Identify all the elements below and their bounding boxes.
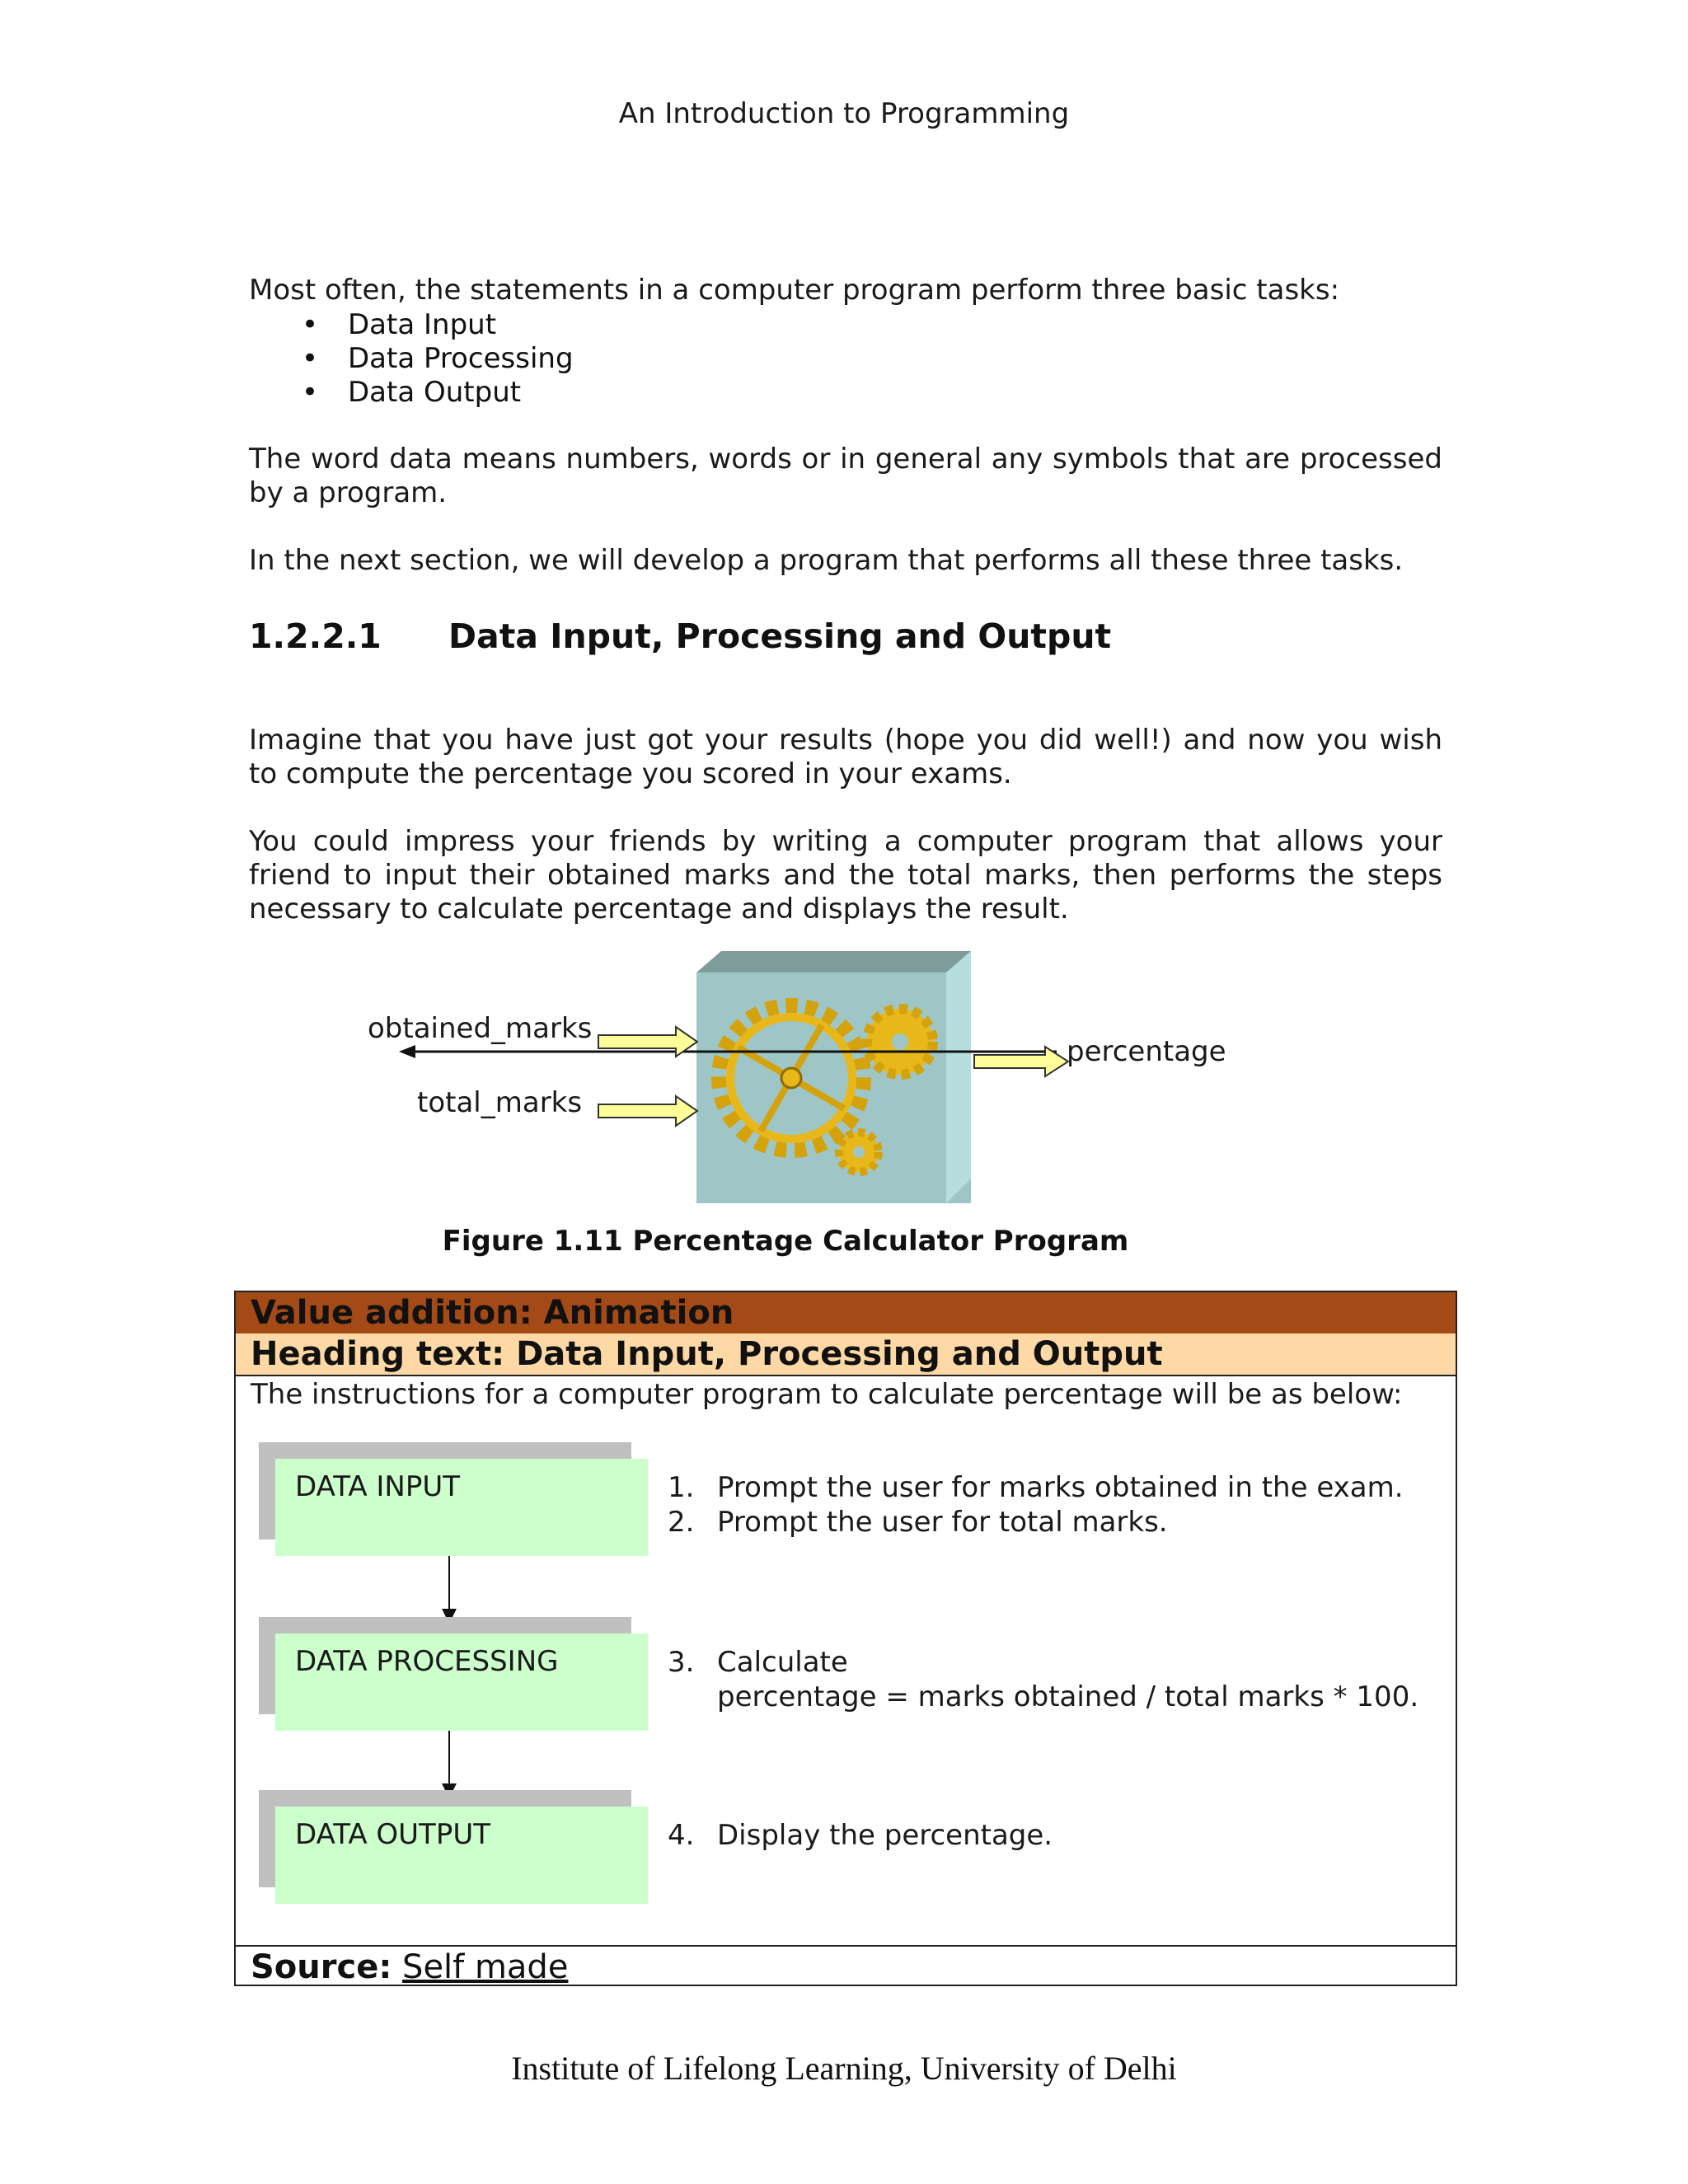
imagine-paragraph: Imagine that you have just got your results (hope you did well!) and now you wish to compute the percentage you scored in your exams. <box>249 724 1442 790</box>
list-item: 3. Calculate <box>668 1646 848 1679</box>
step-data-input: DATA INPUT <box>275 1459 648 1556</box>
input-label-obtained-marks: obtained_marks <box>368 1012 593 1045</box>
list-item: • Data Processing <box>302 342 574 375</box>
output-instructions <box>668 1818 1053 1853</box>
list-item: 1. Prompt the user for marks obtained in the exam. <box>668 1471 1404 1504</box>
list-item: percentage = marks obtained / total marks * 100. <box>717 1680 1419 1713</box>
calculator-figure <box>0 940 1688 1220</box>
data-definition-paragraph: The word data means numbers, words or in general any symbols that are processed by a program. <box>249 443 1442 509</box>
cube-side <box>946 951 971 1203</box>
left-arrowhead <box>399 1045 415 1058</box>
intro-paragraph: Most often, the statements in a computer program perform three basic tasks: <box>249 274 1340 307</box>
next-section-paragraph: In the next section, we will develop a program that performs all these three tasks. <box>249 544 1404 577</box>
page-footer: Institute of Lifelong Learning, University of Delhi <box>511 2050 1177 2087</box>
list-item: 4. Display the percentage. <box>668 1819 1053 1852</box>
output-label-percentage: percentage <box>1067 1035 1226 1068</box>
list-item: • Data Input <box>302 308 497 341</box>
section-number: 1.2.2.1 <box>249 616 382 656</box>
step-data-processing: DATA PROCESSING <box>275 1633 648 1731</box>
input-label-total-marks: total_marks <box>417 1086 583 1119</box>
figure-caption: Figure 1.11 Percentage Calculator Program <box>442 1225 1129 1258</box>
cube-top <box>696 951 971 972</box>
running-header: An Introduction to Programming <box>618 97 1070 130</box>
task-list <box>249 308 574 410</box>
input-arrow-total <box>598 1096 697 1126</box>
flow-connector <box>448 1556 450 1609</box>
impress-paragraph: You could impress your friends by writing a computer program that allows your friend to input their obtained marks and the total marks, then performs the steps necessary to calculate percentage and displays the result. <box>249 825 1442 926</box>
value-addition-heading: Heading text: Data Input, Processing and Output <box>236 1333 1456 1376</box>
source-line <box>236 1945 1456 1988</box>
section-title: Data Input, Processing and Output <box>448 616 1112 656</box>
step-data-output: DATA OUTPUT <box>275 1807 648 1904</box>
value-addition-box <box>234 1291 1457 1986</box>
flow-connector <box>448 1731 450 1783</box>
source-link[interactable]: Self made <box>402 1948 569 1986</box>
value-addition-title: Value addition: Animation <box>236 1292 1456 1335</box>
processing-instructions <box>668 1645 1418 1714</box>
source-label: Source: <box>251 1948 392 1986</box>
list-item: 2. Prompt the user for total marks. <box>668 1506 1168 1539</box>
value-addition-intro: The instructions for a computer program to calculate percentage will be as below: <box>251 1378 1403 1411</box>
list-item: • Data Output <box>302 376 522 409</box>
input-instructions <box>668 1470 1404 1540</box>
